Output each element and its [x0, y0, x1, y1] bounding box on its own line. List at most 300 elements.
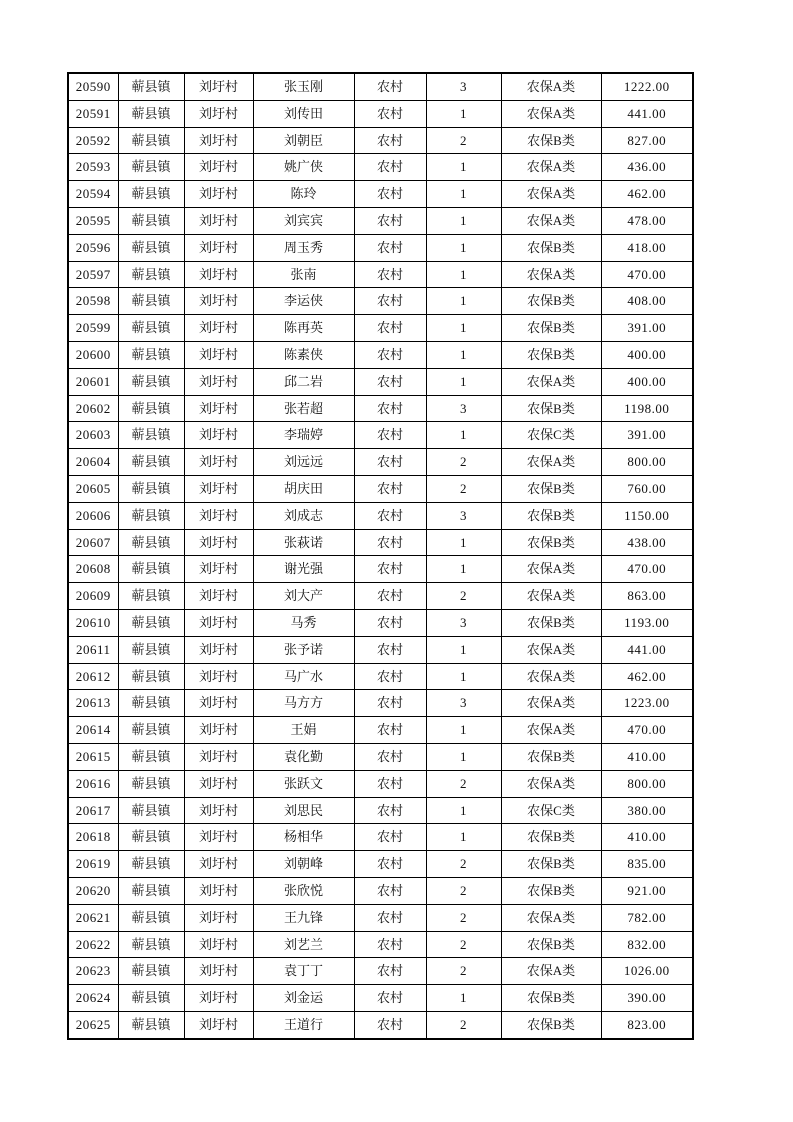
cell-insurance-class: 农保B类 [501, 288, 601, 315]
cell-person-name: 刘传田 [253, 100, 354, 127]
table-row [68, 743, 693, 770]
cell-record-id: 20616 [68, 770, 118, 797]
cell-village: 刘圩村 [184, 315, 253, 342]
cell-person-count: 2 [426, 851, 501, 878]
cell-insurance-class: 农保B类 [501, 127, 601, 154]
cell-village: 刘圩村 [184, 368, 253, 395]
cell-person-name: 王九锋 [253, 904, 354, 931]
cell-record-id: 20593 [68, 154, 118, 181]
cell-village: 刘圩村 [184, 931, 253, 958]
cell-amount: 1193.00 [601, 609, 693, 636]
cell-person-count: 2 [426, 958, 501, 985]
cell-amount: 832.00 [601, 931, 693, 958]
cell-record-id: 20595 [68, 207, 118, 234]
cell-person-count: 1 [426, 422, 501, 449]
cell-record-id: 20624 [68, 985, 118, 1012]
cell-person-name: 胡庆田 [253, 475, 354, 502]
cell-insurance-class: 农保A类 [501, 663, 601, 690]
cell-record-id: 20617 [68, 797, 118, 824]
table-row [68, 341, 693, 368]
cell-town: 蕲县镇 [118, 824, 184, 851]
cell-household-type: 农村 [354, 315, 426, 342]
cell-person-count: 1 [426, 181, 501, 208]
cell-town: 蕲县镇 [118, 449, 184, 476]
table-row [68, 690, 693, 717]
table-row [68, 904, 693, 931]
table-row [68, 797, 693, 824]
cell-person-name: 刘大产 [253, 583, 354, 610]
cell-amount: 1198.00 [601, 395, 693, 422]
cell-village: 刘圩村 [184, 583, 253, 610]
cell-person-count: 1 [426, 234, 501, 261]
cell-amount: 478.00 [601, 207, 693, 234]
cell-insurance-class: 农保A类 [501, 207, 601, 234]
cell-insurance-class: 农保B类 [501, 234, 601, 261]
cell-person-count: 2 [426, 127, 501, 154]
cell-person-count: 1 [426, 368, 501, 395]
cell-town: 蕲县镇 [118, 636, 184, 663]
cell-insurance-class: 农保A类 [501, 154, 601, 181]
cell-amount: 441.00 [601, 636, 693, 663]
table-row [68, 851, 693, 878]
cell-amount: 400.00 [601, 368, 693, 395]
cell-village: 刘圩村 [184, 636, 253, 663]
cell-village: 刘圩村 [184, 127, 253, 154]
cell-record-id: 20614 [68, 717, 118, 744]
cell-person-name: 刘思民 [253, 797, 354, 824]
cell-record-id: 20599 [68, 315, 118, 342]
benefit-roster-table [67, 72, 694, 1040]
cell-insurance-class: 农保A类 [501, 100, 601, 127]
cell-household-type: 农村 [354, 449, 426, 476]
cell-village: 刘圩村 [184, 1011, 253, 1038]
cell-household-type: 农村 [354, 663, 426, 690]
cell-person-count: 1 [426, 717, 501, 744]
cell-amount: 470.00 [601, 556, 693, 583]
cell-record-id: 20621 [68, 904, 118, 931]
table-row [68, 181, 693, 208]
cell-insurance-class: 农保B类 [501, 985, 601, 1012]
cell-person-count: 1 [426, 663, 501, 690]
cell-amount: 462.00 [601, 663, 693, 690]
cell-insurance-class: 农保B类 [501, 877, 601, 904]
cell-town: 蕲县镇 [118, 127, 184, 154]
cell-insurance-class: 农保B类 [501, 851, 601, 878]
cell-person-name: 姚广侠 [253, 154, 354, 181]
cell-person-name: 马方方 [253, 690, 354, 717]
cell-amount: 438.00 [601, 529, 693, 556]
cell-household-type: 农村 [354, 234, 426, 261]
cell-village: 刘圩村 [184, 904, 253, 931]
cell-person-name: 杨相华 [253, 824, 354, 851]
cell-town: 蕲县镇 [118, 904, 184, 931]
cell-household-type: 农村 [354, 958, 426, 985]
cell-village: 刘圩村 [184, 422, 253, 449]
cell-household-type: 农村 [354, 341, 426, 368]
cell-household-type: 农村 [354, 824, 426, 851]
cell-town: 蕲县镇 [118, 985, 184, 1012]
cell-person-count: 1 [426, 288, 501, 315]
cell-person-count: 2 [426, 449, 501, 476]
cell-person-name: 刘远远 [253, 449, 354, 476]
cell-person-count: 1 [426, 261, 501, 288]
table-row [68, 717, 693, 744]
cell-insurance-class: 农保B类 [501, 341, 601, 368]
cell-person-name: 刘宾宾 [253, 207, 354, 234]
table-row [68, 958, 693, 985]
cell-town: 蕲县镇 [118, 315, 184, 342]
cell-record-id: 20598 [68, 288, 118, 315]
cell-town: 蕲县镇 [118, 234, 184, 261]
cell-insurance-class: 农保B类 [501, 315, 601, 342]
cell-person-name: 马广水 [253, 663, 354, 690]
cell-village: 刘圩村 [184, 824, 253, 851]
cell-household-type: 农村 [354, 288, 426, 315]
cell-person-count: 3 [426, 73, 501, 100]
cell-person-count: 1 [426, 341, 501, 368]
table-row [68, 207, 693, 234]
table-row [68, 234, 693, 261]
cell-record-id: 20592 [68, 127, 118, 154]
cell-town: 蕲县镇 [118, 1011, 184, 1038]
cell-person-count: 2 [426, 475, 501, 502]
table-row [68, 395, 693, 422]
cell-village: 刘圩村 [184, 341, 253, 368]
cell-person-name: 李运侠 [253, 288, 354, 315]
cell-household-type: 农村 [354, 422, 426, 449]
table-body [68, 73, 693, 1039]
cell-amount: 400.00 [601, 341, 693, 368]
cell-village: 刘圩村 [184, 261, 253, 288]
cell-village: 刘圩村 [184, 877, 253, 904]
cell-household-type: 农村 [354, 529, 426, 556]
table-row [68, 422, 693, 449]
cell-town: 蕲县镇 [118, 395, 184, 422]
cell-village: 刘圩村 [184, 502, 253, 529]
cell-person-count: 2 [426, 583, 501, 610]
cell-household-type: 农村 [354, 985, 426, 1012]
table-row [68, 154, 693, 181]
cell-amount: 462.00 [601, 181, 693, 208]
cell-village: 刘圩村 [184, 234, 253, 261]
cell-person-count: 2 [426, 931, 501, 958]
cell-person-name: 周玉秀 [253, 234, 354, 261]
cell-record-id: 20619 [68, 851, 118, 878]
cell-record-id: 20594 [68, 181, 118, 208]
cell-person-count: 2 [426, 904, 501, 931]
cell-town: 蕲县镇 [118, 770, 184, 797]
cell-village: 刘圩村 [184, 207, 253, 234]
cell-town: 蕲县镇 [118, 341, 184, 368]
cell-person-count: 1 [426, 207, 501, 234]
cell-town: 蕲县镇 [118, 743, 184, 770]
cell-record-id: 20611 [68, 636, 118, 663]
cell-person-name: 张跃文 [253, 770, 354, 797]
cell-amount: 436.00 [601, 154, 693, 181]
cell-household-type: 农村 [354, 717, 426, 744]
cell-record-id: 20610 [68, 609, 118, 636]
cell-amount: 760.00 [601, 475, 693, 502]
cell-person-name: 刘艺兰 [253, 931, 354, 958]
cell-person-name: 张若超 [253, 395, 354, 422]
cell-household-type: 农村 [354, 797, 426, 824]
cell-household-type: 农村 [354, 207, 426, 234]
cell-village: 刘圩村 [184, 663, 253, 690]
cell-amount: 1223.00 [601, 690, 693, 717]
cell-household-type: 农村 [354, 931, 426, 958]
table-row [68, 73, 693, 100]
cell-household-type: 农村 [354, 181, 426, 208]
cell-amount: 1026.00 [601, 958, 693, 985]
cell-village: 刘圩村 [184, 181, 253, 208]
cell-record-id: 20591 [68, 100, 118, 127]
cell-town: 蕲县镇 [118, 154, 184, 181]
cell-town: 蕲县镇 [118, 851, 184, 878]
table-row [68, 449, 693, 476]
cell-town: 蕲县镇 [118, 529, 184, 556]
cell-person-count: 1 [426, 154, 501, 181]
table-row [68, 502, 693, 529]
cell-person-count: 1 [426, 315, 501, 342]
cell-amount: 410.00 [601, 743, 693, 770]
cell-amount: 470.00 [601, 717, 693, 744]
cell-village: 刘圩村 [184, 690, 253, 717]
cell-village: 刘圩村 [184, 288, 253, 315]
cell-village: 刘圩村 [184, 985, 253, 1012]
cell-person-name: 马秀 [253, 609, 354, 636]
cell-person-name: 刘朝臣 [253, 127, 354, 154]
cell-household-type: 农村 [354, 743, 426, 770]
cell-amount: 782.00 [601, 904, 693, 931]
cell-insurance-class: 农保B类 [501, 1011, 601, 1038]
cell-village: 刘圩村 [184, 958, 253, 985]
cell-village: 刘圩村 [184, 743, 253, 770]
cell-household-type: 农村 [354, 690, 426, 717]
cell-town: 蕲县镇 [118, 663, 184, 690]
cell-insurance-class: 农保B类 [501, 824, 601, 851]
cell-amount: 390.00 [601, 985, 693, 1012]
cell-town: 蕲县镇 [118, 958, 184, 985]
table-row [68, 931, 693, 958]
cell-village: 刘圩村 [184, 717, 253, 744]
cell-amount: 800.00 [601, 449, 693, 476]
cell-amount: 380.00 [601, 797, 693, 824]
cell-person-name: 王娟 [253, 717, 354, 744]
cell-record-id: 20602 [68, 395, 118, 422]
table-row [68, 529, 693, 556]
cell-person-name: 袁化勤 [253, 743, 354, 770]
table-row [68, 636, 693, 663]
cell-insurance-class: 农保A类 [501, 583, 601, 610]
cell-person-name: 张南 [253, 261, 354, 288]
cell-village: 刘圩村 [184, 529, 253, 556]
cell-record-id: 20601 [68, 368, 118, 395]
cell-household-type: 农村 [354, 100, 426, 127]
cell-person-count: 1 [426, 985, 501, 1012]
cell-town: 蕲县镇 [118, 717, 184, 744]
cell-record-id: 20604 [68, 449, 118, 476]
table-row [68, 475, 693, 502]
cell-person-count: 2 [426, 1011, 501, 1038]
cell-record-id: 20622 [68, 931, 118, 958]
cell-record-id: 20618 [68, 824, 118, 851]
table-row [68, 770, 693, 797]
cell-insurance-class: 农保A类 [501, 449, 601, 476]
table-row [68, 583, 693, 610]
table-row [68, 261, 693, 288]
cell-record-id: 20609 [68, 583, 118, 610]
cell-town: 蕲县镇 [118, 797, 184, 824]
cell-record-id: 20608 [68, 556, 118, 583]
cell-person-name: 陈再英 [253, 315, 354, 342]
cell-insurance-class: 农保B类 [501, 609, 601, 636]
cell-town: 蕲县镇 [118, 877, 184, 904]
cell-village: 刘圩村 [184, 449, 253, 476]
cell-amount: 410.00 [601, 824, 693, 851]
cell-record-id: 20612 [68, 663, 118, 690]
cell-household-type: 农村 [354, 877, 426, 904]
cell-town: 蕲县镇 [118, 583, 184, 610]
cell-village: 刘圩村 [184, 154, 253, 181]
table-row [68, 824, 693, 851]
cell-insurance-class: 农保A类 [501, 73, 601, 100]
table-row [68, 877, 693, 904]
cell-record-id: 20625 [68, 1011, 118, 1038]
cell-record-id: 20596 [68, 234, 118, 261]
cell-record-id: 20597 [68, 261, 118, 288]
cell-person-name: 张萩诺 [253, 529, 354, 556]
cell-person-name: 张玉刚 [253, 73, 354, 100]
table-row [68, 663, 693, 690]
cell-town: 蕲县镇 [118, 288, 184, 315]
cell-village: 刘圩村 [184, 770, 253, 797]
cell-household-type: 农村 [354, 609, 426, 636]
cell-insurance-class: 农保A类 [501, 690, 601, 717]
cell-village: 刘圩村 [184, 797, 253, 824]
cell-insurance-class: 农保A类 [501, 556, 601, 583]
cell-town: 蕲县镇 [118, 609, 184, 636]
cell-town: 蕲县镇 [118, 368, 184, 395]
cell-person-count: 3 [426, 609, 501, 636]
cell-insurance-class: 农保C类 [501, 797, 601, 824]
cell-insurance-class: 农保C类 [501, 422, 601, 449]
table-row [68, 609, 693, 636]
cell-household-type: 农村 [354, 154, 426, 181]
cell-person-name: 王道行 [253, 1011, 354, 1038]
cell-record-id: 20615 [68, 743, 118, 770]
cell-person-name: 谢光强 [253, 556, 354, 583]
cell-household-type: 农村 [354, 556, 426, 583]
cell-insurance-class: 农保B类 [501, 529, 601, 556]
cell-record-id: 20605 [68, 475, 118, 502]
cell-person-count: 1 [426, 556, 501, 583]
cell-person-name: 陈素侠 [253, 341, 354, 368]
cell-record-id: 20606 [68, 502, 118, 529]
cell-household-type: 农村 [354, 127, 426, 154]
cell-insurance-class: 农保B类 [501, 475, 601, 502]
cell-person-name: 刘金运 [253, 985, 354, 1012]
cell-town: 蕲县镇 [118, 556, 184, 583]
cell-village: 刘圩村 [184, 851, 253, 878]
cell-town: 蕲县镇 [118, 207, 184, 234]
cell-household-type: 农村 [354, 261, 426, 288]
cell-insurance-class: 农保A类 [501, 770, 601, 797]
cell-person-name: 张予诺 [253, 636, 354, 663]
cell-record-id: 20590 [68, 73, 118, 100]
cell-insurance-class: 农保A类 [501, 717, 601, 744]
cell-household-type: 农村 [354, 904, 426, 931]
cell-insurance-class: 农保B类 [501, 395, 601, 422]
cell-amount: 827.00 [601, 127, 693, 154]
cell-household-type: 农村 [354, 368, 426, 395]
cell-person-count: 1 [426, 824, 501, 851]
cell-town: 蕲县镇 [118, 931, 184, 958]
cell-record-id: 20600 [68, 341, 118, 368]
cell-amount: 391.00 [601, 422, 693, 449]
cell-amount: 835.00 [601, 851, 693, 878]
cell-insurance-class: 农保A类 [501, 636, 601, 663]
cell-person-count: 3 [426, 690, 501, 717]
cell-person-count: 3 [426, 395, 501, 422]
cell-person-name: 邱二岩 [253, 368, 354, 395]
cell-village: 刘圩村 [184, 609, 253, 636]
cell-person-count: 2 [426, 770, 501, 797]
cell-town: 蕲县镇 [118, 690, 184, 717]
cell-amount: 863.00 [601, 583, 693, 610]
cell-amount: 800.00 [601, 770, 693, 797]
cell-town: 蕲县镇 [118, 475, 184, 502]
cell-person-name: 李瑞婷 [253, 422, 354, 449]
cell-person-count: 1 [426, 743, 501, 770]
cell-household-type: 农村 [354, 636, 426, 663]
cell-household-type: 农村 [354, 583, 426, 610]
cell-household-type: 农村 [354, 73, 426, 100]
table-row [68, 100, 693, 127]
cell-village: 刘圩村 [184, 556, 253, 583]
cell-person-count: 3 [426, 502, 501, 529]
cell-town: 蕲县镇 [118, 73, 184, 100]
cell-amount: 441.00 [601, 100, 693, 127]
cell-amount: 391.00 [601, 315, 693, 342]
cell-town: 蕲县镇 [118, 261, 184, 288]
cell-household-type: 农村 [354, 475, 426, 502]
table-row [68, 985, 693, 1012]
cell-person-count: 1 [426, 636, 501, 663]
cell-village: 刘圩村 [184, 73, 253, 100]
cell-household-type: 农村 [354, 770, 426, 797]
cell-person-name: 刘朝峰 [253, 851, 354, 878]
cell-insurance-class: 农保A类 [501, 958, 601, 985]
table-row [68, 556, 693, 583]
cell-town: 蕲县镇 [118, 422, 184, 449]
cell-person-count: 2 [426, 877, 501, 904]
table-row [68, 1011, 693, 1038]
cell-household-type: 农村 [354, 395, 426, 422]
cell-person-count: 1 [426, 100, 501, 127]
cell-village: 刘圩村 [184, 395, 253, 422]
cell-amount: 418.00 [601, 234, 693, 261]
cell-insurance-class: 农保A类 [501, 904, 601, 931]
table-row [68, 315, 693, 342]
cell-record-id: 20607 [68, 529, 118, 556]
table-row [68, 288, 693, 315]
cell-amount: 1222.00 [601, 73, 693, 100]
cell-insurance-class: 农保A类 [501, 261, 601, 288]
cell-village: 刘圩村 [184, 475, 253, 502]
table-row [68, 127, 693, 154]
cell-record-id: 20620 [68, 877, 118, 904]
cell-amount: 470.00 [601, 261, 693, 288]
